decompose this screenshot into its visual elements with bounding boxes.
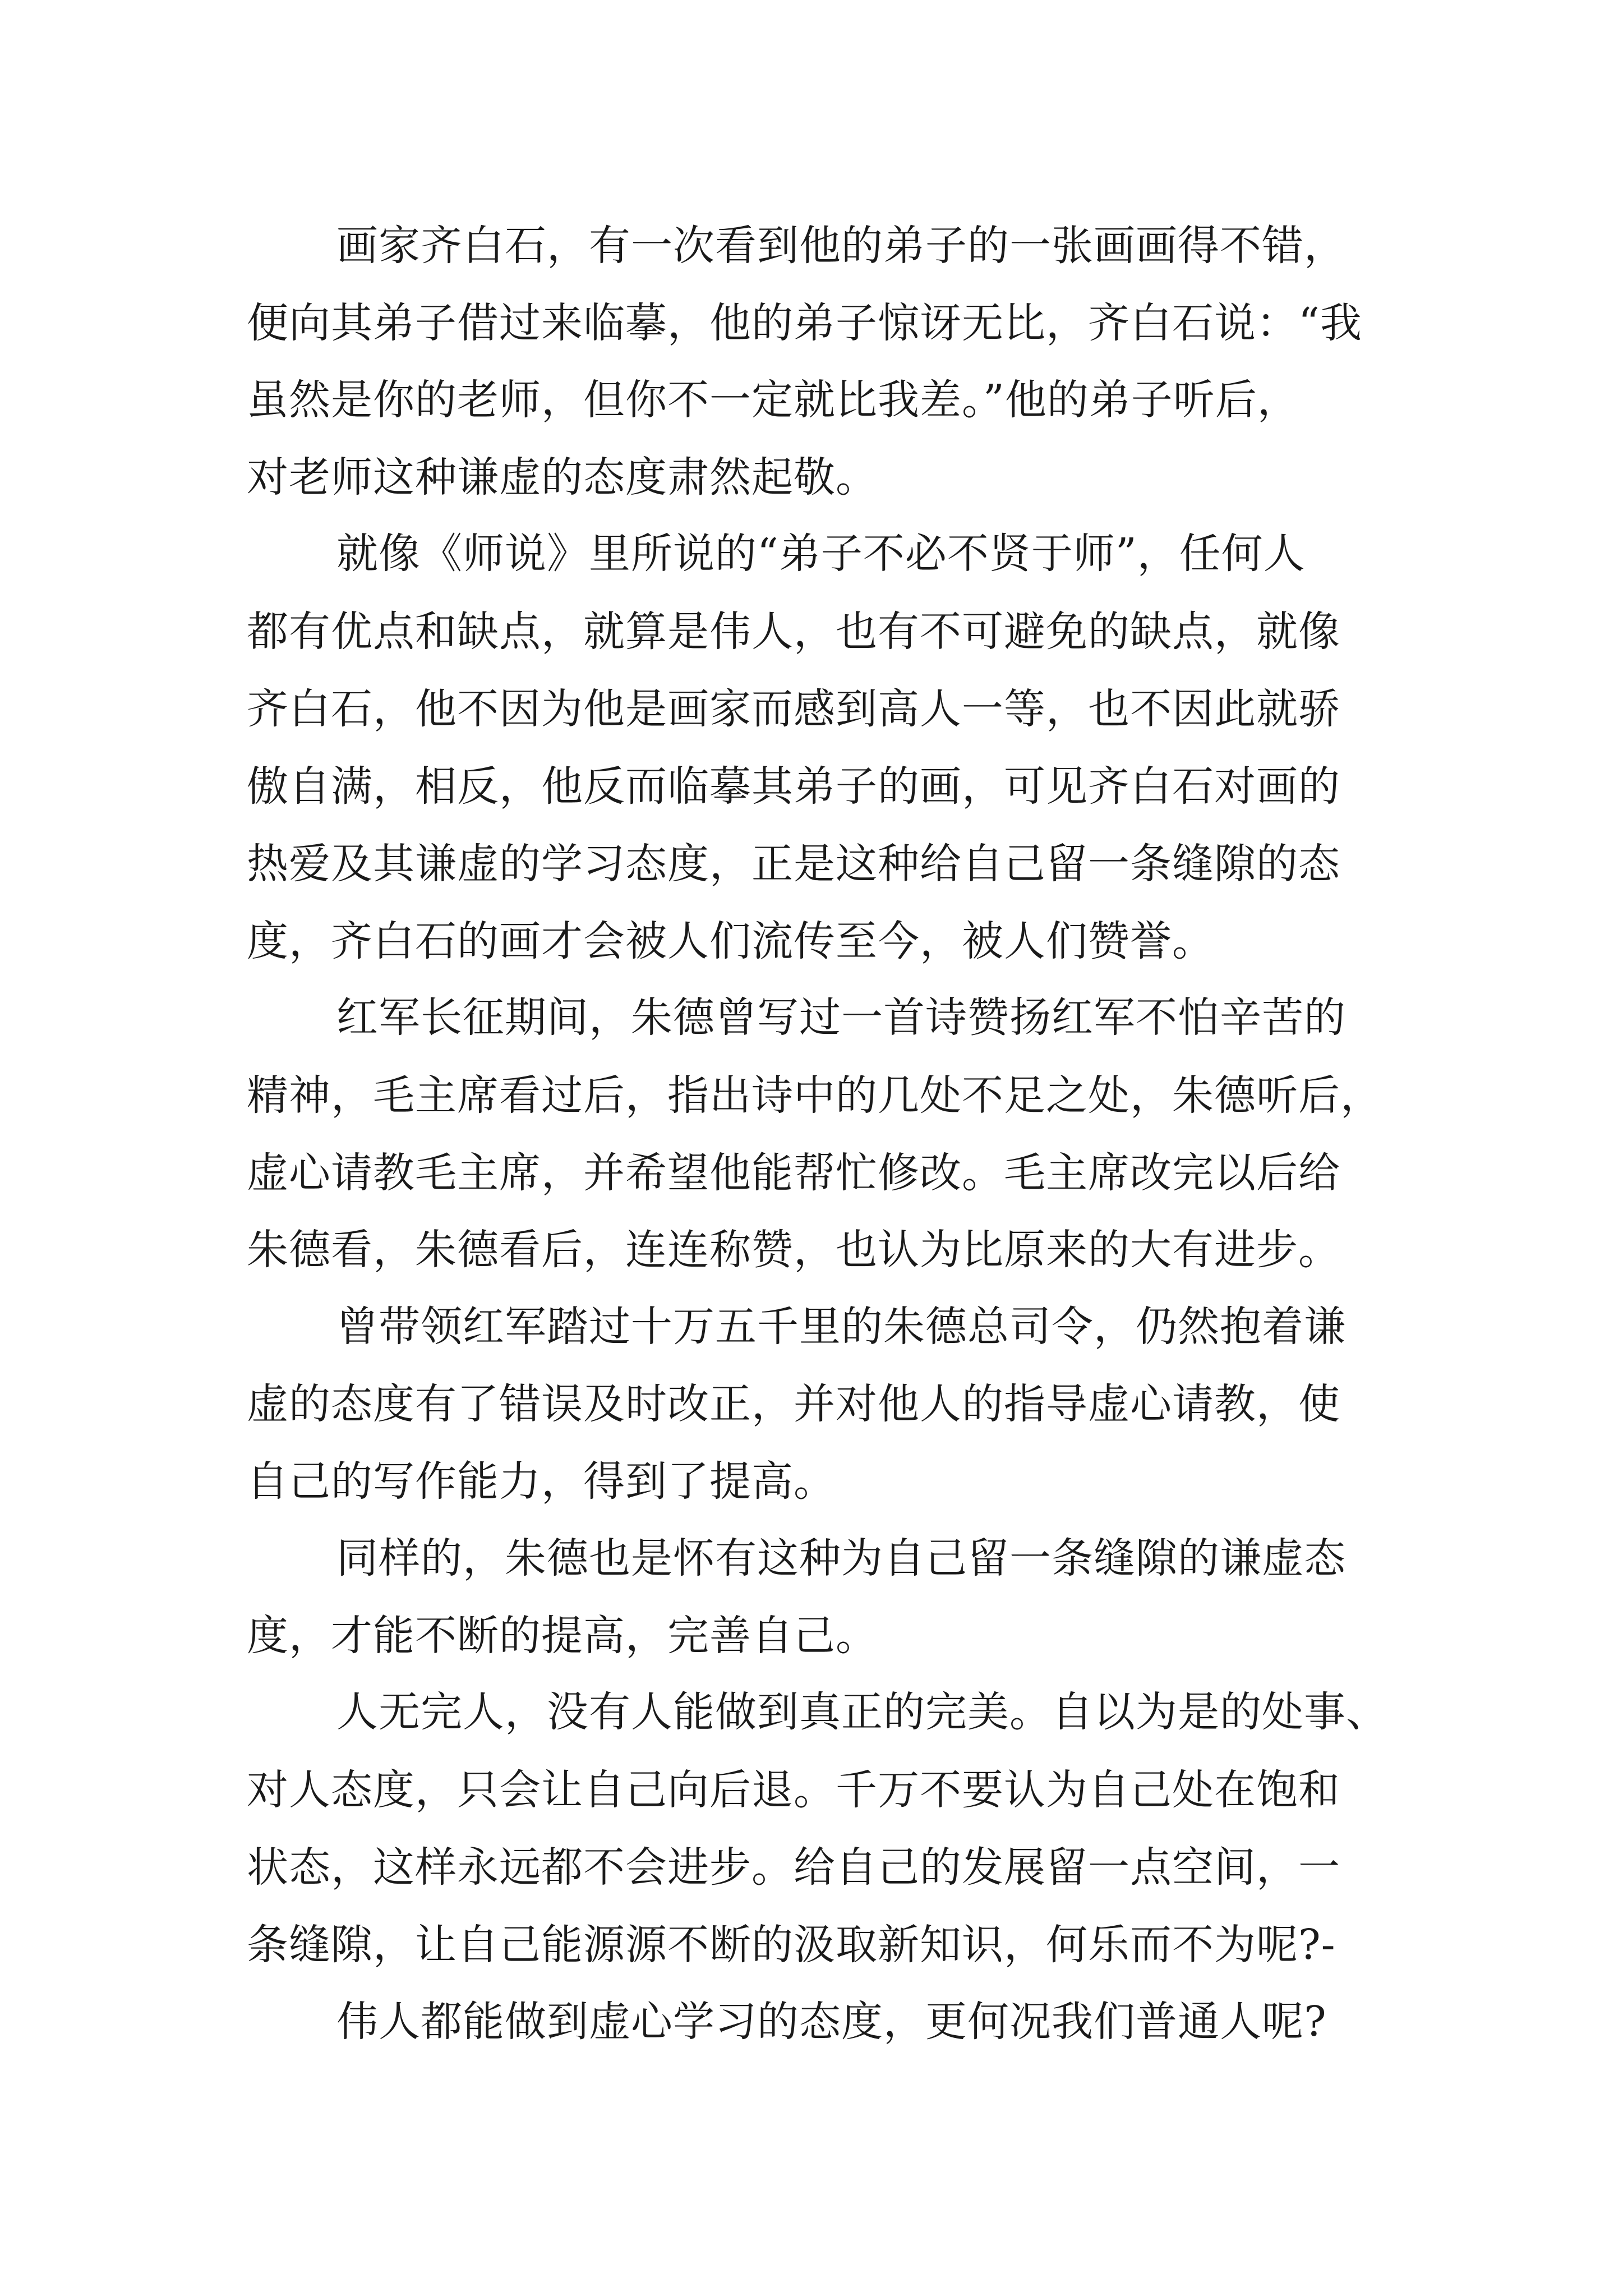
paragraph-2-line-1: 就像《师说》里所说的“弟子不必不贤于师”，任何人 [336,530,1306,578]
paragraph-2-line-2: 都有优点和缺点，就算是伟人，也有不可避免的缺点，就像 [247,608,1340,656]
paragraph-2-line-5: 热爱及其谦虚的学习态度，正是这种给自己留一条缝隙的态 [247,840,1340,888]
paragraph-3-line-1: 红军长征期间，朱德曾写过一首诗赞扬红军不怕辛苦的 [336,993,1346,1042]
paragraph-3-line-4: 朱德看，朱德看后，连连称赞，也认为比原来的大有进步。 [247,1226,1340,1274]
paragraph-5-line-2: 度，才能不断的提高，完善自己。 [247,1612,878,1660]
paragraph-3-line-2: 精神，毛主席看过后，指出诗中的几处不足之处，朱德听后， [247,1071,1382,1120]
paragraph-2-line-3: 齐白石，他不因为他是画家而感到高人一等，也不因此就骄 [247,685,1340,733]
paragraph-4-line-3: 自己的写作能力，得到了提高。 [247,1457,836,1506]
paragraph-6-line-4: 条缝隙，让自己能源源不断的汲取新知识，何乐而不为呢?- [247,1921,1336,1969]
paragraph-7-line-1: 伟人都能做到虚心学习的态度，更何况我们普通人呢? [336,1998,1327,2046]
paragraph-3-line-3: 虚心请教毛主席，并希望他能帮忙修改。毛主席改完以后给 [247,1149,1340,1197]
paragraph-1-line-3: 虽然是你的老师，但你不一定就比我差。”他的弟子听后， [247,376,1299,424]
paragraph-1-line-2: 便向其弟子借过来临摹，他的弟子惊讶无比，齐白石说：“我 [247,299,1362,347]
paragraph-1-line-1: 画家齐白石，有一次看到他的弟子的一张画画得不错， [336,222,1346,270]
paragraph-6-line-2: 对人态度，只会让自己向后退。千万不要认为自己处在饱和 [247,1766,1340,1814]
paragraph-5-line-1: 同样的，朱德也是怀有这种为自己留一条缝隙的谦虚态 [336,1534,1346,1582]
paragraph-4-line-1: 曾带领红军踏过十万五千里的朱德总司令，仍然抱着谦 [336,1303,1346,1351]
paragraph-1-line-4: 对老师这种谦虚的态度肃然起敬。 [247,453,878,501]
paragraph-2-line-6: 度，齐白石的画才会被人们流传至今，被人们赞誉。 [247,917,1214,965]
paragraph-6-line-3: 状态，这样永远都不会进步。给自己的发展留一点空间，一 [247,1843,1340,1892]
paragraph-4-line-2: 虚的态度有了错误及时改正，并对他人的指导虚心请教，使 [247,1380,1340,1428]
paragraph-6-line-1: 人无完人，没有人能做到真正的完美。自以为是的处事、 [336,1688,1388,1736]
paragraph-2-line-4: 傲自满，相反，他反而临摹其弟子的画，可见齐白石对画的 [247,762,1340,811]
